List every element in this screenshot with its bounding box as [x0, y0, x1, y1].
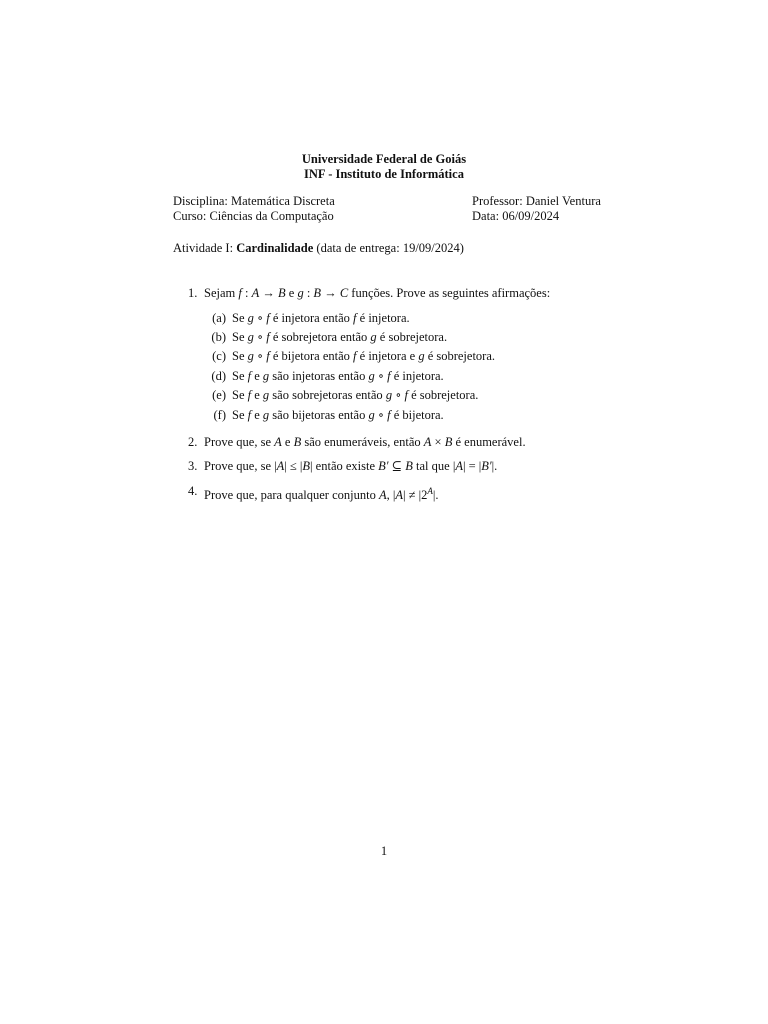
math-symbol: B′	[378, 459, 389, 473]
item-d-text	[232, 368, 444, 384]
text-run: | = |	[462, 459, 482, 473]
date: Data: 06/09/2024	[472, 209, 560, 223]
question-4-number: 4.	[188, 484, 198, 498]
activity-deadline: (data de entrega: 19/09/2024)	[316, 241, 464, 255]
text-run: Se	[232, 311, 248, 325]
text-run: ∘	[253, 311, 267, 325]
math-symbol: f	[387, 369, 391, 383]
math-symbol: B	[313, 286, 322, 300]
text-run: tal que |	[412, 459, 456, 473]
text-run: Prove que, se	[204, 435, 275, 449]
math-symbol: A	[276, 459, 285, 473]
text-run: e	[251, 408, 263, 422]
math-symbol: g	[262, 369, 270, 383]
math-symbol: B	[302, 459, 311, 473]
item-b-label: (b)	[211, 330, 226, 344]
text-run: ∘	[253, 349, 267, 363]
math-symbol: f	[266, 349, 270, 363]
professor: Professor: Daniel Ventura	[472, 194, 601, 208]
item-a-label: (a)	[212, 311, 226, 325]
math-symbol: g	[368, 408, 375, 422]
text-run: e	[281, 435, 294, 449]
text-run: é injetora então	[269, 311, 354, 325]
item-b-text	[232, 329, 447, 345]
math-symbol: f	[353, 311, 357, 325]
math-symbol: g	[247, 349, 254, 363]
math-symbol: g	[247, 330, 254, 344]
text-run: ∘	[374, 408, 388, 422]
math-symbol: f	[238, 286, 242, 300]
text-run: é sobrejetora.	[407, 388, 479, 402]
text-run: e	[251, 369, 263, 383]
activity-line	[173, 240, 464, 256]
text-run: e	[285, 286, 298, 300]
text-run: é sobrejetora.	[424, 349, 496, 363]
text-run: Se	[232, 330, 248, 344]
math-symbol: g	[247, 311, 254, 325]
question-4-text	[204, 483, 439, 503]
text-run: é bijetora.	[390, 408, 444, 422]
question-3-number: 3.	[188, 459, 198, 473]
text-run: Se	[232, 388, 248, 402]
question-3-text	[204, 458, 497, 474]
math-symbol: B	[405, 459, 413, 473]
item-c-text	[232, 348, 495, 364]
text-run: Se	[232, 408, 248, 422]
item-e-label: (e)	[212, 388, 226, 402]
math-symbol: g	[418, 349, 425, 363]
math-symbol: f	[387, 408, 391, 422]
text-run: →	[321, 286, 340, 300]
text-run: |.	[491, 459, 498, 473]
math-symbol: f	[353, 349, 357, 363]
math-symbol: B	[293, 435, 302, 449]
math-symbol: C	[339, 286, 349, 300]
activity-title: Cardinalidade	[236, 241, 314, 255]
text-run: é sobrejetora então	[269, 330, 371, 344]
discipline: Disciplina: Matemática Discreta	[173, 194, 335, 208]
item-f-text	[232, 407, 444, 423]
question-1-text	[204, 285, 550, 301]
question-2-text	[204, 434, 526, 450]
text-run: :	[303, 286, 314, 300]
text-run: | ≤ |	[284, 459, 303, 473]
math-symbol: A	[251, 286, 260, 300]
math-symbol: g	[370, 330, 377, 344]
text-run: é sobrejetora.	[376, 330, 448, 344]
text-run: , |	[386, 488, 396, 502]
course: Curso: Ciências da Computação	[173, 209, 334, 223]
math-symbol: A	[423, 435, 432, 449]
math-symbol: g	[262, 408, 270, 422]
math-symbol: B	[277, 286, 286, 300]
math-symbol: A	[427, 486, 433, 496]
question-2-number: 2.	[188, 435, 198, 449]
text-run: são enumeráveis, então	[301, 435, 424, 449]
text-run: são sobrejetoras então	[269, 388, 386, 402]
text-run: →	[259, 286, 278, 300]
math-symbol: g	[385, 388, 393, 402]
math-symbol: B	[444, 435, 453, 449]
item-a-text	[232, 310, 410, 326]
question-1-number: 1.	[188, 286, 198, 300]
text-run: é injetora.	[356, 311, 410, 325]
text-run: são injetoras então	[269, 369, 369, 383]
math-symbol: A	[395, 488, 403, 502]
institute-name: INF - Instituto de Informática	[304, 167, 464, 181]
text-run: é enumerável.	[452, 435, 526, 449]
item-f-label: (f)	[213, 408, 226, 422]
math-symbol: g	[368, 369, 375, 383]
text-run: ∘	[374, 369, 388, 383]
text-run: é injetora.	[390, 369, 444, 383]
text-run: Prove que, se |	[204, 459, 277, 473]
text-run: funções. Prove as seguintes afirmações:	[348, 286, 551, 300]
math-symbol: f	[266, 330, 270, 344]
text-run: Prove que, para qualquer conjunto	[204, 488, 379, 502]
text-run: | então existe	[310, 459, 379, 473]
activity-prefix: Atividade I:	[173, 241, 234, 255]
math-symbol: f	[266, 311, 270, 325]
math-symbol: f	[247, 369, 252, 383]
text-run: ⊆	[388, 459, 406, 473]
text-run: ∘	[392, 388, 405, 402]
math-symbol: f	[247, 408, 252, 422]
math-symbol: A	[378, 488, 387, 502]
text-run: ∘	[253, 330, 267, 344]
text-run: é bijetora então	[269, 349, 354, 363]
math-symbol: A	[274, 435, 282, 449]
page-number: 1	[380, 844, 388, 858]
math-symbol: g	[297, 286, 304, 300]
text-run: ×	[431, 435, 445, 449]
math-symbol: g	[262, 388, 270, 402]
math-symbol: B′	[481, 459, 492, 473]
math-symbol: f	[404, 388, 408, 402]
text-run: e	[251, 388, 263, 402]
university-name: Universidade Federal de Goiás	[301, 152, 467, 166]
text-run: são bijetoras então	[269, 408, 369, 422]
item-d-label: (d)	[211, 369, 226, 383]
text-run: Se	[232, 369, 248, 383]
text-run: | ≠ |2	[403, 488, 428, 502]
text-run: |.	[432, 488, 439, 502]
math-symbol: A	[455, 459, 463, 473]
item-c-label: (c)	[212, 349, 226, 363]
text-run: Se	[232, 349, 248, 363]
text-run: é injetora e	[356, 349, 419, 363]
math-symbol: f	[247, 388, 252, 402]
item-e-text	[232, 387, 478, 403]
text-run: Sejam	[204, 286, 239, 300]
text-run: :	[241, 286, 252, 300]
